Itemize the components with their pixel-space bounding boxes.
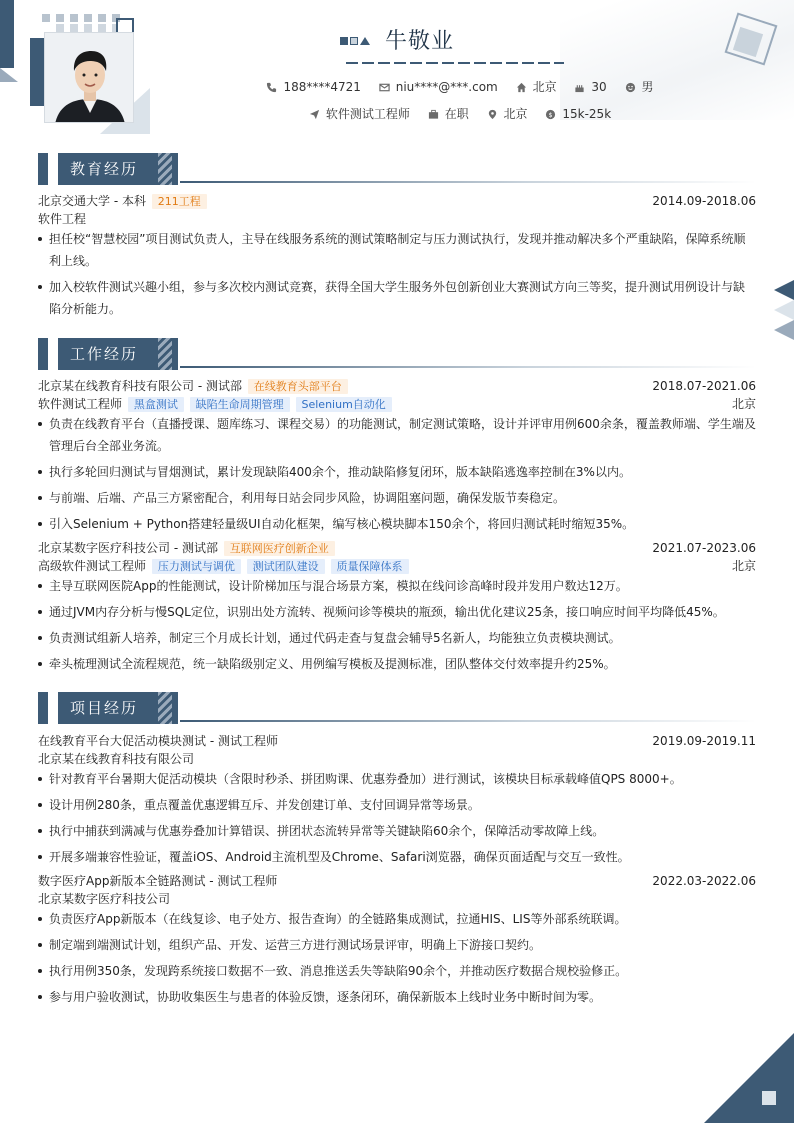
gender-text: 男: [641, 80, 654, 94]
list-item: 牵头梳理测试全流程规范，统一缺陷级别定义、用例编写模板及提测标准，团队整体交付效率提升约25%。: [38, 653, 756, 675]
project-bullets: [38, 908, 756, 1008]
list-item: 执行中捕获到满减与优惠券叠加计算错误、拼团状态流转异常等关键缺陷60余个，保障活动零故障上线。: [38, 820, 756, 842]
company-name: 北京某数字医疗科技公司 - 测试部: [38, 541, 218, 555]
job-period: 2018.07-2021.06: [652, 379, 756, 393]
company-tag: 在线教育头部平台: [248, 379, 348, 394]
list-item: 负责测试组新人培养，制定三个月成长计划，通过代码走查与复盘会辅导5名新人，均能独立负责模块测试。: [38, 627, 756, 649]
project-company: 北京某在线教育科技有限公司: [38, 752, 195, 766]
skill-tag: 质量保障体系: [331, 559, 409, 574]
company-row: [38, 539, 756, 557]
section-divider: [180, 720, 756, 722]
list-item: 加入校软件测试兴趣小组，参与多次校内测试竞赛，获得全国大学生服务外包创新创业大赛测试方向三等奖，提升测试用例设计与缺陷分析能力。: [38, 276, 756, 320]
work-section-header: [38, 338, 756, 370]
phone-text: 188****4721: [283, 80, 361, 94]
list-item: 主导互联网医院App的性能测试，设计阶梯加压与混合场景方案，模拟在线问诊高峰时段并发用户数达12万。: [38, 575, 756, 597]
school-name: 北京交通大学 - 本科: [38, 194, 146, 208]
list-item: 负责在线教育平台（直播授课、题库练习、课程交易）的功能测试，制定测试策略，设计并评审用例600余条，覆盖教师端、学生端及管理后台全部业务流。: [38, 413, 756, 457]
briefcase-icon: [428, 109, 439, 120]
job-period: 2021.07-2023.06: [652, 541, 756, 555]
company-tag: 互联网医疗创新企业: [224, 541, 335, 556]
home-icon: [516, 82, 527, 93]
salary-icon: [545, 109, 556, 120]
project-company: 北京某数字医疗科技公司: [38, 892, 171, 906]
status-item: [428, 105, 469, 122]
candidate-name: 牛敬业: [385, 29, 455, 54]
work-entry: [38, 377, 756, 539]
project-name: 数字医疗App新版本全链路测试 - 测试工程师: [38, 874, 278, 888]
smile-icon: [625, 82, 636, 93]
skill-tag: 压力测试与调优: [152, 559, 241, 574]
role-row: [38, 557, 756, 575]
job-bullets: [38, 413, 756, 535]
project-bullets: [38, 768, 756, 868]
city-text: 北京: [532, 80, 557, 94]
section-bar: [38, 692, 48, 724]
projects-section-header: [38, 692, 756, 724]
list-item: 担任校“智慧校园”项目测试负责人，主导在线服务系统的测试策略制定与压力测试执行，发现并推动解决多个严重缺陷，保障系统顺利上线。: [38, 228, 756, 272]
work-entry: [38, 539, 756, 679]
education-entry: [38, 192, 756, 324]
list-item: 引入Selenium + Python搭建轻量级UI自动化框架，编写核心模块脚本150余个，将回归测试耗时缩短35%。: [38, 513, 756, 535]
list-item: 开展多端兼容性验证，覆盖iOS、Android主流机型及Chrome、Safari浏览器，确保页面适配与交互一致性。: [38, 846, 756, 868]
role-row: [38, 395, 756, 413]
target-city-item: [487, 105, 528, 122]
list-item: 设计用例280条，重点覆盖优惠逻辑互斥、并发创建订单、支付回调异常等场景。: [38, 794, 756, 816]
skill-tag: 缺陷生命周期管理: [190, 397, 290, 412]
skill-tag: Selenium自动化: [296, 397, 392, 412]
section-title: 工作经历: [58, 338, 178, 370]
list-item: 负责医疗App新版本（在线复诊、电子处方、报告查询）的全链路集成测试，拉通HIS、LIS等外部系统联调。: [38, 908, 756, 930]
side-triangle-decoration: [774, 300, 794, 320]
job-role: 软件测试工程师: [38, 397, 123, 411]
section-bar: [38, 338, 48, 370]
section-divider: [180, 366, 756, 368]
status-text: 在职: [444, 107, 469, 121]
email-text: niu****@***.com: [395, 80, 498, 94]
age-item: [574, 80, 606, 94]
list-item: 针对教育平台暑期大促活动模块（含限时秒杀、拼团购课、优惠券叠加）进行测试，该模块目标承载峰值QPS 8000+。: [38, 768, 756, 790]
bottom-corner-square-decoration: [762, 1091, 776, 1105]
age-text: 30: [591, 80, 607, 94]
list-item: 参与用户验收测试，协助收集医生与患者的体验反馈，逐条闭环，确保新版本上线时业务中断时间为零。: [38, 986, 756, 1008]
city-item: [516, 78, 557, 95]
section-divider: [180, 181, 756, 183]
contact-info-row: [0, 78, 794, 95]
dots-decoration: [42, 14, 122, 22]
section-title: 项目经历: [58, 692, 178, 724]
section-stripe: [158, 153, 172, 185]
send-icon: [309, 109, 320, 120]
gender-item: [625, 78, 654, 95]
mail-icon: [379, 82, 390, 93]
side-triangle-decoration: [774, 320, 794, 340]
project-name: 在线教育平台大促活动模块测试 - 测试工程师: [38, 734, 278, 748]
education-section-header: [38, 153, 756, 185]
job-intent-row: [0, 105, 794, 122]
salary-text: 15k-25k: [562, 107, 612, 121]
phone-icon: [266, 82, 277, 93]
job-city: 北京: [731, 559, 756, 573]
side-triangle-decoration: [774, 280, 794, 300]
email-item: [379, 80, 498, 94]
job-role: 高级软件测试工程师: [38, 559, 147, 573]
project-period: 2022.03-2022.06: [652, 874, 756, 888]
project-period: 2019.09-2019.11: [652, 734, 756, 748]
name-underline: [346, 62, 564, 64]
project-entry: [38, 872, 756, 1012]
name-row: [0, 24, 794, 55]
list-item: 制定端到端测试计划，组织产品、开发、运营三方进行测试场景评审，明确上下游接口契约。: [38, 934, 756, 956]
target-city-text: 北京: [503, 107, 528, 121]
major: 软件工程: [38, 212, 87, 226]
location-pin-icon: [487, 109, 498, 120]
position-item: [309, 105, 410, 122]
list-item: 执行用例350条，发现跨系统接口数据不一致、消息推送丢失等缺陷90余个，并推动医疗数据合规校验修正。: [38, 960, 756, 982]
company-row: [38, 377, 756, 395]
skill-tag: 黑盒测试: [128, 397, 184, 412]
list-item: 与前端、后端、产品三方紧密配合，利用每日站会同步风险，协调阻塞问题，确保发版节奏稳定。: [38, 487, 756, 509]
cake-icon: [574, 82, 585, 93]
section-title: 教育经历: [58, 153, 178, 185]
project-entry: [38, 732, 756, 872]
section-stripe: [158, 338, 172, 370]
bottom-corner-triangle-decoration: [704, 1033, 794, 1123]
school-row: [38, 192, 756, 210]
list-item: 执行多轮回归测试与冒烟测试，累计发现缺陷400余个，推动缺陷修复闭环，版本缺陷逃逸率控制在3%以内。: [38, 461, 756, 483]
company-name: 北京某在线教育科技有限公司 - 测试部: [38, 379, 242, 393]
section-bar: [38, 153, 48, 185]
list-item: 通过JVM内存分析与慢SQL定位，识别出处方流转、视频问诊等模块的瓶颈，输出优化建议25条，接口响应时间平均降低45%。: [38, 601, 756, 623]
education-bullets: [38, 228, 756, 320]
phone-item: [266, 80, 360, 94]
school-tag: 211工程: [152, 194, 207, 209]
job-city: 北京: [731, 397, 756, 411]
job-bullets: [38, 575, 756, 675]
position-text: 软件测试工程师: [325, 107, 410, 121]
svg-text:$: $: [548, 110, 553, 119]
project-row: [38, 872, 756, 890]
section-stripe: [158, 692, 172, 724]
project-row: [38, 732, 756, 750]
name-mark-icon: [340, 30, 372, 49]
salary-item: [545, 107, 611, 121]
education-period: 2014.09-2018.06: [652, 194, 756, 208]
skill-tag: 测试团队建设: [247, 559, 325, 574]
